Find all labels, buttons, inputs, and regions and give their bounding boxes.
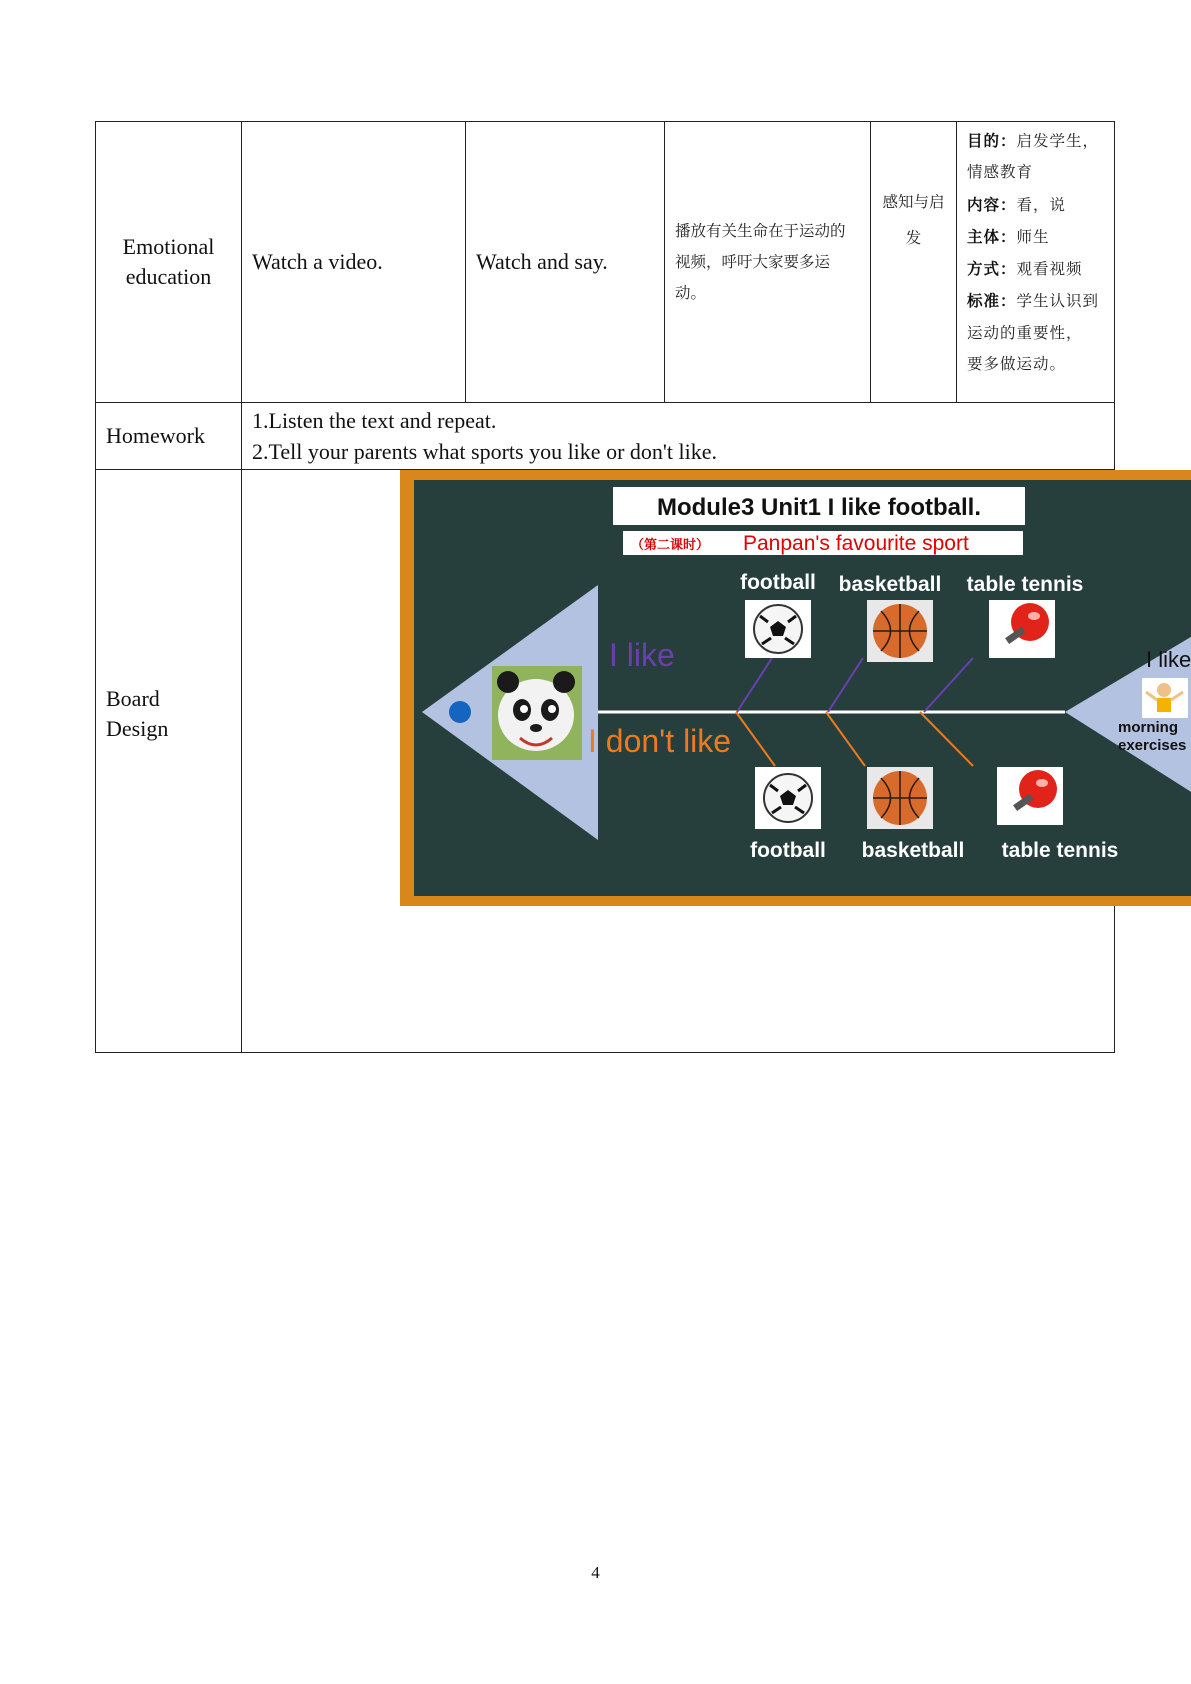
table-tennis-icon bbox=[997, 767, 1063, 825]
board-design-image bbox=[400, 470, 1191, 906]
board-title: Module3 Unit1 I like football. bbox=[656, 494, 982, 521]
bottom-sport-label: football bbox=[750, 839, 826, 862]
board-design-cell bbox=[242, 470, 1191, 1053]
top-sport-label: football bbox=[740, 571, 816, 594]
lesson-label: （第二课时） bbox=[631, 538, 710, 553]
aim-cell: 目的：启发学生，情感教育 内容：看，说 主体：师生 方式：观看视频 标准：学生认识到运动的重要性， 要多做运动。 bbox=[957, 122, 1115, 403]
design-intent-cell: 播放有关生命在于运动的视频，呼吁大家要多运动。 bbox=[665, 122, 871, 403]
row-emotional-education bbox=[96, 122, 1115, 403]
homework-item: 1.Listen the text and repeat. bbox=[252, 408, 497, 433]
tail-caption-1: morning bbox=[1118, 719, 1178, 736]
dislike-label: I don't like bbox=[588, 723, 732, 759]
bottom-sport-label: basketball bbox=[861, 839, 965, 862]
homework-content bbox=[242, 403, 1115, 470]
board-subtitle: Panpan's favourite sport bbox=[743, 532, 969, 555]
table-tennis-icon bbox=[989, 600, 1055, 658]
like-label: I like bbox=[609, 637, 675, 673]
tail-label: I like bbox=[1146, 647, 1191, 672]
board-design-label: Board Design bbox=[96, 470, 242, 1053]
basketball-icon bbox=[867, 600, 933, 662]
tail-caption-2: exercises bbox=[1118, 737, 1187, 754]
method-cell: 感知与启发 bbox=[871, 122, 957, 403]
stage-cell: Emotional education bbox=[96, 122, 242, 403]
football-icon bbox=[745, 600, 811, 658]
fish-eye bbox=[449, 701, 471, 723]
bottom-sport-label: table tennis bbox=[1001, 839, 1119, 862]
row-board-design bbox=[96, 470, 1115, 1053]
teacher-activity-cell: Watch a video. bbox=[242, 122, 466, 403]
basketball-icon bbox=[867, 767, 933, 829]
top-sport-label: basketball bbox=[838, 573, 942, 596]
top-sport-label: table tennis bbox=[966, 573, 1084, 596]
row-homework bbox=[96, 403, 1115, 470]
homework-item: 2.Tell your parents what sports you like or don't like. bbox=[252, 439, 717, 464]
homework-label: Homework bbox=[96, 403, 242, 470]
football-icon bbox=[755, 767, 821, 829]
panda-picture bbox=[492, 666, 582, 760]
student-activity-cell: Watch and say. bbox=[466, 122, 665, 403]
morning-exercise-picture bbox=[1142, 678, 1188, 718]
page-number: 4 bbox=[591, 1563, 600, 1582]
lesson-plan-table bbox=[95, 121, 1191, 1053]
